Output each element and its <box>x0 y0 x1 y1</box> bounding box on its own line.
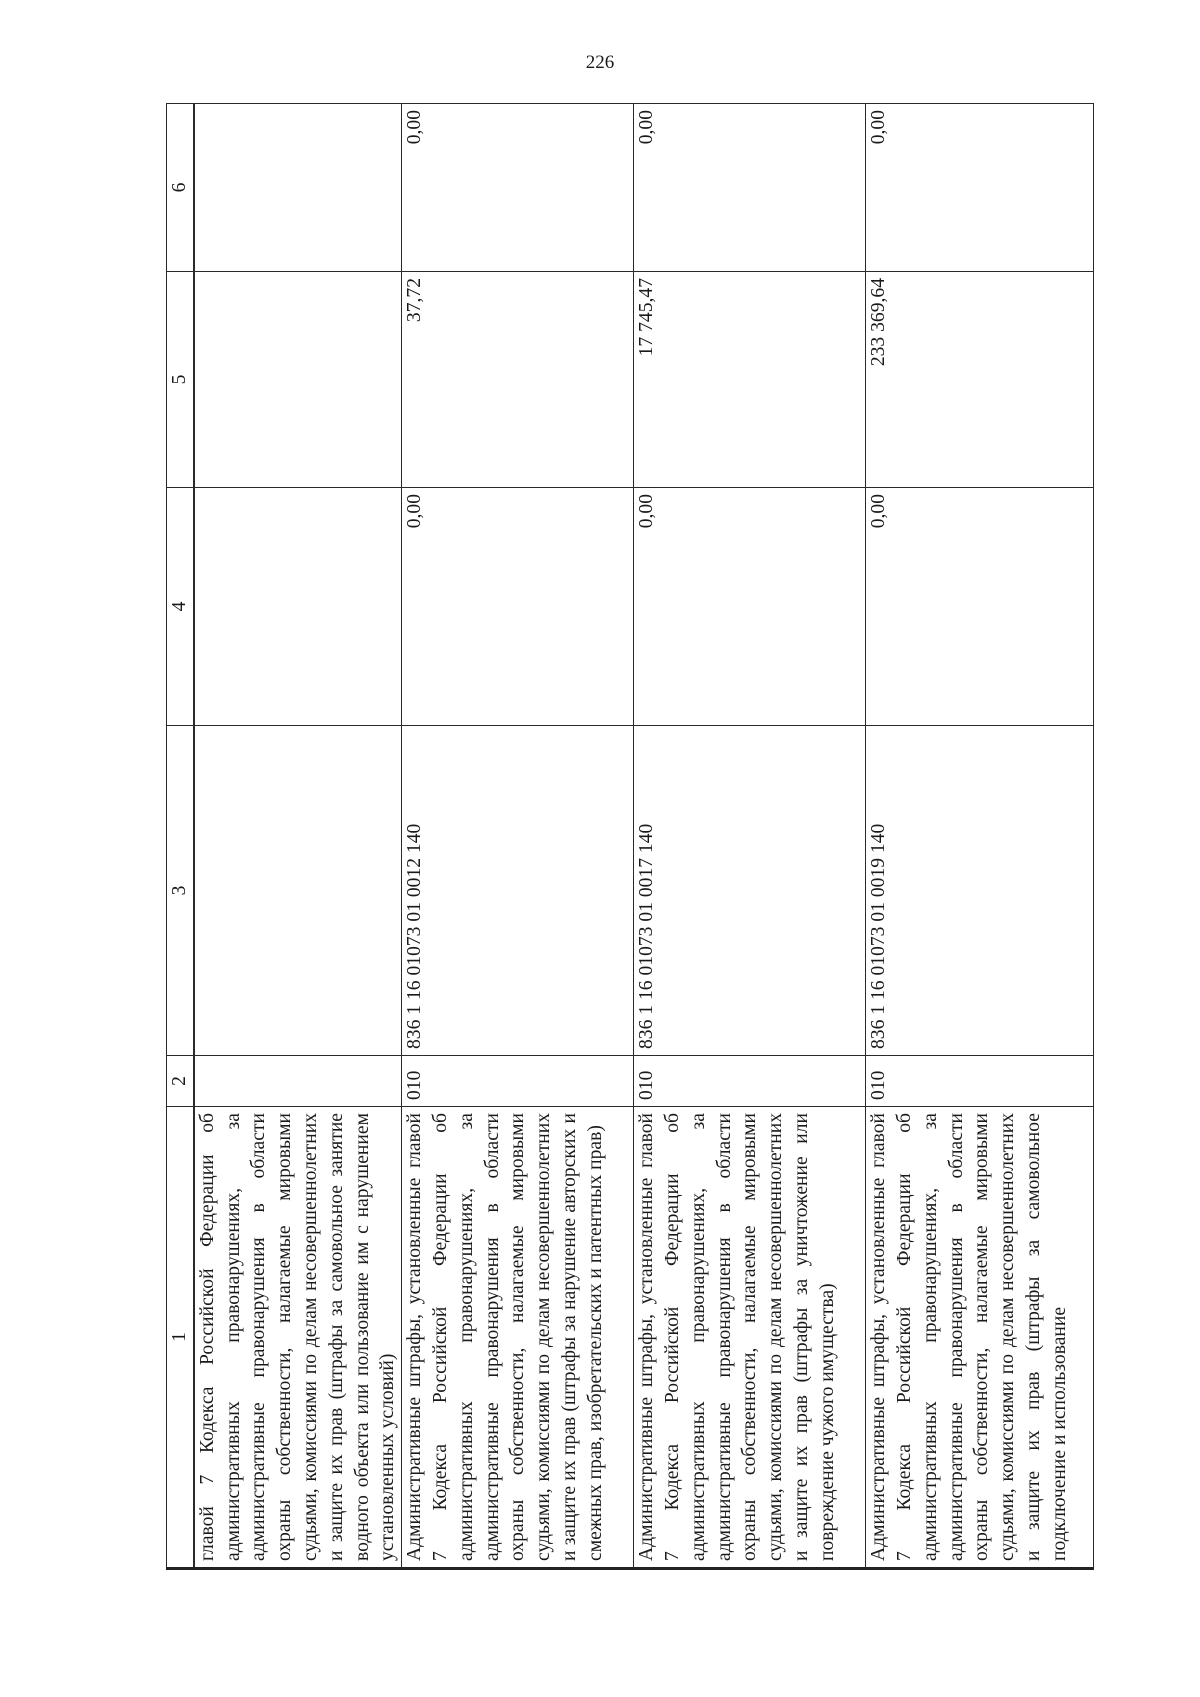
row-code: 010 <box>402 1056 634 1107</box>
row-value-6: 0,00 <box>634 104 866 272</box>
rotated-table-container <box>166 105 1090 1570</box>
row-kbk: 836 1 16 01073 01 0017 140 <box>634 726 866 1056</box>
row-code: 010 <box>866 1056 1094 1107</box>
table-row <box>866 104 1094 1569</box>
row-value-6 <box>194 104 402 272</box>
row-kbk: 836 1 16 01073 01 0019 140 <box>866 726 1094 1056</box>
column-header-1: 1 <box>167 1107 194 1569</box>
budget-table <box>166 103 1094 1570</box>
row-description: Административные штрафы, установленные главой 7 Кодекса Российской Федерации об административных правонарушениях, за административные правонарушения в области охраны собственности, налагаемые мировыми судьями, комиссиями по делам несовершеннолетних и защите их прав (штрафы за самовольное подключение и использование <box>866 1107 1094 1569</box>
table-row <box>194 104 402 1569</box>
row-value-4: 0,00 <box>402 488 634 726</box>
row-code <box>194 1056 402 1107</box>
row-value-5: 17 745,47 <box>634 272 866 488</box>
column-header-4: 4 <box>167 488 194 726</box>
header-row <box>167 104 194 1569</box>
row-value-4 <box>194 488 402 726</box>
page-number: 226 <box>585 52 615 73</box>
row-value-5 <box>194 272 402 488</box>
column-header-2: 2 <box>167 1056 194 1107</box>
column-header-5: 5 <box>167 272 194 488</box>
row-kbk: 836 1 16 01073 01 0012 140 <box>402 726 634 1056</box>
row-value-5: 233 369,64 <box>866 272 1094 488</box>
row-value-6: 0,00 <box>402 104 634 272</box>
row-description: Административные штрафы, установленные главой 7 Кодекса Российской Федерации об административных правонарушениях, за административные правонарушения в области охраны собственности, налагаемые мировыми судьями, комиссиями по делам несовершеннолетних и защите их прав (штрафы за нарушение авторских и смежных прав, изобретательских и патентных прав) <box>402 1107 634 1569</box>
row-value-4: 0,00 <box>866 488 1094 726</box>
row-value-6: 0,00 <box>866 104 1094 272</box>
column-header-3: 3 <box>167 726 194 1056</box>
row-description: Административные штрафы, установленные главой 7 Кодекса Российской Федерации об административных правонарушениях, за административные правонарушения в области охраны собственности, налагаемые мировыми судьями, комиссиями по делам несовершеннолетних и защите их прав (штрафы за уничтожение или повреждение чужого имущества) <box>634 1107 866 1569</box>
row-code: 010 <box>634 1056 866 1107</box>
row-value-4: 0,00 <box>634 488 866 726</box>
table-row <box>634 104 866 1569</box>
row-description: главой 7 Кодекса Российской Федерации об административных правонарушениях, за административные правонарушения в области охраны собственности, налагаемые мировыми судьями, комиссиями по делам несовершеннолетних и защите их прав (штрафы за самовольное занятие водного объекта или пользование им с нарушением установленных условий) <box>194 1107 402 1569</box>
row-kbk <box>194 726 402 1056</box>
row-value-5: 37,72 <box>402 272 634 488</box>
table-row <box>402 104 634 1569</box>
column-header-6: 6 <box>167 104 194 272</box>
